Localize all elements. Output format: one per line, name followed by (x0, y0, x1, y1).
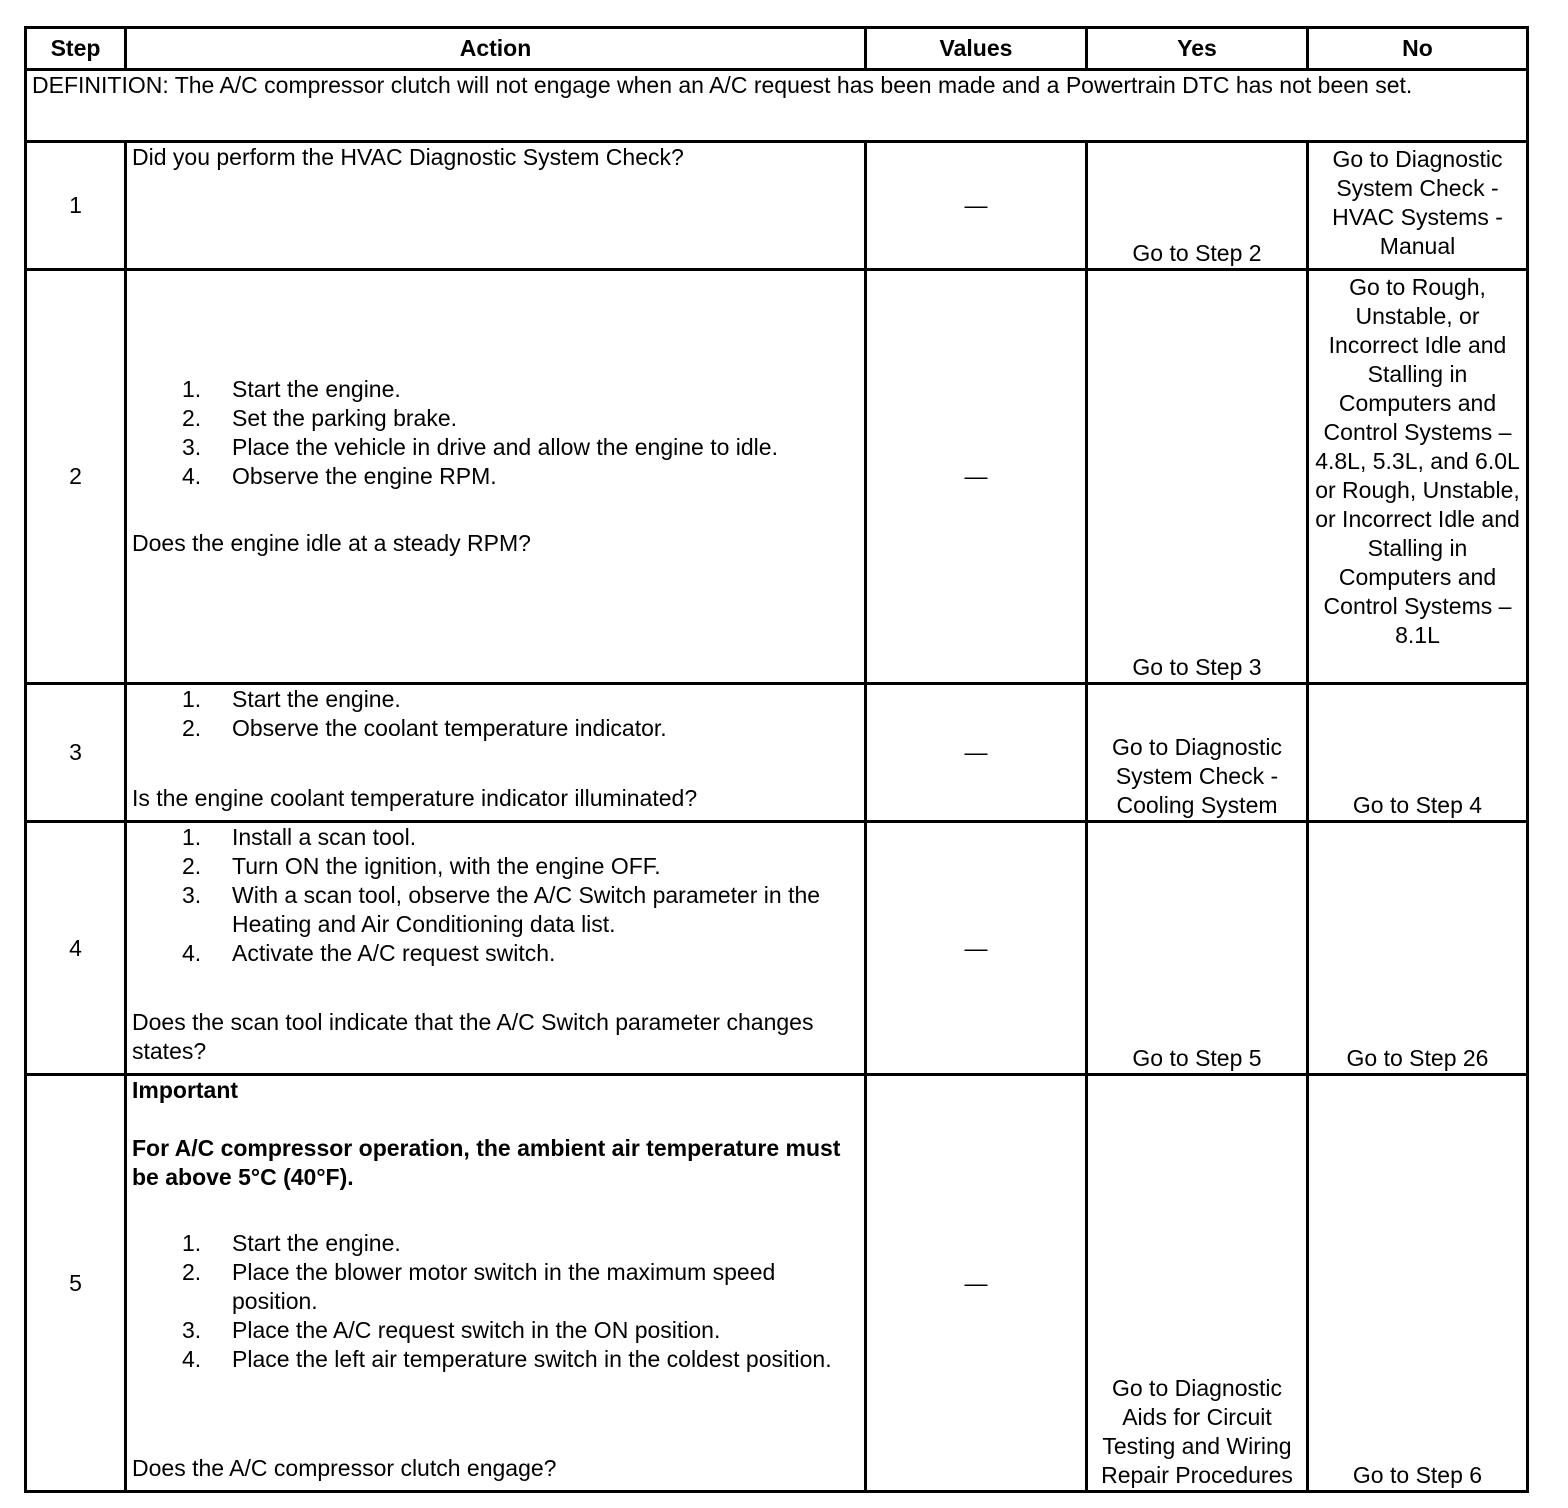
diagnostic-table (24, 26, 1529, 1493)
values-cell: — (866, 684, 1087, 822)
list-item-number: 4. (182, 463, 202, 489)
list-item-number: 3. (182, 1317, 202, 1343)
definition-text: DEFINITION: The A/C compressor clutch will not engage when an A/C request has been made and a Powertrain DTC has not been set. (26, 70, 1528, 142)
list-item-number: 1. (182, 824, 202, 850)
header-row (26, 28, 1528, 70)
question-text: Is the engine coolant temperature indicator illuminated? (132, 785, 698, 811)
header-step: Step (26, 28, 126, 70)
yes-cell: Go to Step 5 (1087, 822, 1308, 1075)
list-item-number: 2. (182, 1259, 202, 1285)
step-number: 1 (26, 142, 126, 270)
no-cell: Go to Step 4 (1308, 684, 1528, 822)
step-number: 2 (26, 270, 126, 684)
action-cell (126, 270, 866, 684)
list-item-number: 1. (182, 1230, 202, 1256)
question-text: Does the scan tool indicate that the A/C Switch parameter changes states? (132, 1009, 814, 1064)
question-text: Does the A/C compressor clutch engage? (132, 1455, 557, 1481)
instruction-list (132, 685, 859, 743)
list-item (182, 462, 859, 491)
table-row (26, 142, 1528, 270)
header-action: Action (126, 28, 866, 70)
definition-row (26, 70, 1528, 142)
list-item-number: 2. (182, 715, 202, 741)
list-item-text: Turn ON the ignition, with the engine OFF. (232, 853, 661, 879)
values-cell: — (866, 270, 1087, 684)
list-item-text: Place the left air temperature switch in the coldest position. (232, 1346, 832, 1372)
yes-cell: Go to Diagnostic System Check - Cooling System (1087, 684, 1308, 822)
header-no: No (1308, 28, 1528, 70)
list-item (182, 433, 859, 462)
list-item-text: Place the blower motor switch in the maximum speed position. (232, 1259, 776, 1314)
values-cell: — (866, 1075, 1087, 1492)
instruction-list (132, 375, 859, 491)
action-cell (126, 822, 866, 1075)
list-item-text: Set the parking brake. (232, 405, 458, 431)
yes-cell: Go to Step 2 (1087, 142, 1308, 270)
yes-cell: Go to Step 3 (1087, 270, 1308, 684)
list-item-text: Place the vehicle in drive and allow the engine to idle. (232, 434, 778, 460)
list-item-text: Observe the coolant temperature indicator. (232, 715, 667, 741)
instruction-list (132, 823, 859, 968)
list-item (182, 1316, 859, 1345)
no-cell: Go to Rough, Unstable, or Incorrect Idle and Stalling in Computers and Control Systems – 4.8L, 5.3L, and 6.0L or Rough, Unstable, or Incorrect Idle and Stalling in Computers and Control Systems – 8.1L (1308, 270, 1528, 684)
list-item (182, 881, 859, 939)
list-item-number: 1. (182, 376, 202, 402)
step-number: 4 (26, 822, 126, 1075)
list-item-text: Place the A/C request switch in the ON position. (232, 1317, 721, 1343)
no-cell: Go to Diagnostic System Check - HVAC Systems - Manual (1308, 142, 1528, 270)
table-row (26, 1075, 1528, 1492)
action-cell (126, 142, 866, 270)
list-item-number: 4. (182, 940, 202, 966)
list-item-number: 4. (182, 1346, 202, 1372)
list-item-text: Install a scan tool. (232, 824, 417, 850)
values-cell: — (866, 822, 1087, 1075)
list-item (182, 404, 859, 433)
list-item-number: 3. (182, 434, 202, 460)
list-item (182, 852, 859, 881)
action-cell (126, 1075, 866, 1492)
no-cell: Go to Step 6 (1308, 1075, 1528, 1492)
step-number: 5 (26, 1075, 126, 1492)
list-item (182, 823, 859, 852)
list-item (182, 1345, 859, 1374)
list-item-text: Start the engine. (232, 376, 401, 402)
list-item-text: Start the engine. (232, 686, 401, 712)
question-text: Does the engine idle at a steady RPM? (132, 530, 531, 556)
important-text: For A/C compressor operation, the ambient air temperature must be above 5°C (40°F). (132, 1135, 841, 1190)
list-item-text: Observe the engine RPM. (232, 463, 497, 489)
list-item-number: 3. (182, 882, 202, 908)
list-item-number: 2. (182, 405, 202, 431)
no-cell: Go to Step 26 (1308, 822, 1528, 1075)
instruction-list (132, 1229, 859, 1374)
list-item (182, 714, 859, 743)
list-item (182, 939, 859, 968)
header-yes: Yes (1087, 28, 1308, 70)
step-number: 3 (26, 684, 126, 822)
table-row (26, 684, 1528, 822)
yes-cell: Go to Diagnostic Aids for Circuit Testing and Wiring Repair Procedures (1087, 1075, 1308, 1492)
list-item (182, 375, 859, 404)
list-item (182, 1258, 859, 1316)
list-item (182, 1229, 859, 1258)
list-item-text: Activate the A/C request switch. (232, 940, 556, 966)
table-row (26, 822, 1528, 1075)
list-item-number: 1. (182, 686, 202, 712)
important-title: Important (132, 1077, 239, 1103)
list-item-text: Start the engine. (232, 1230, 401, 1256)
values-cell: — (866, 142, 1087, 270)
header-values: Values (866, 28, 1087, 70)
list-item-text: With a scan tool, observe the A/C Switch parameter in the Heating and Air Conditioning data list. (232, 882, 821, 937)
table-row (26, 270, 1528, 684)
list-item (182, 685, 859, 714)
list-item-number: 2. (182, 853, 202, 879)
action-cell (126, 684, 866, 822)
question-text: Did you perform the HVAC Diagnostic System Check? (132, 144, 684, 170)
